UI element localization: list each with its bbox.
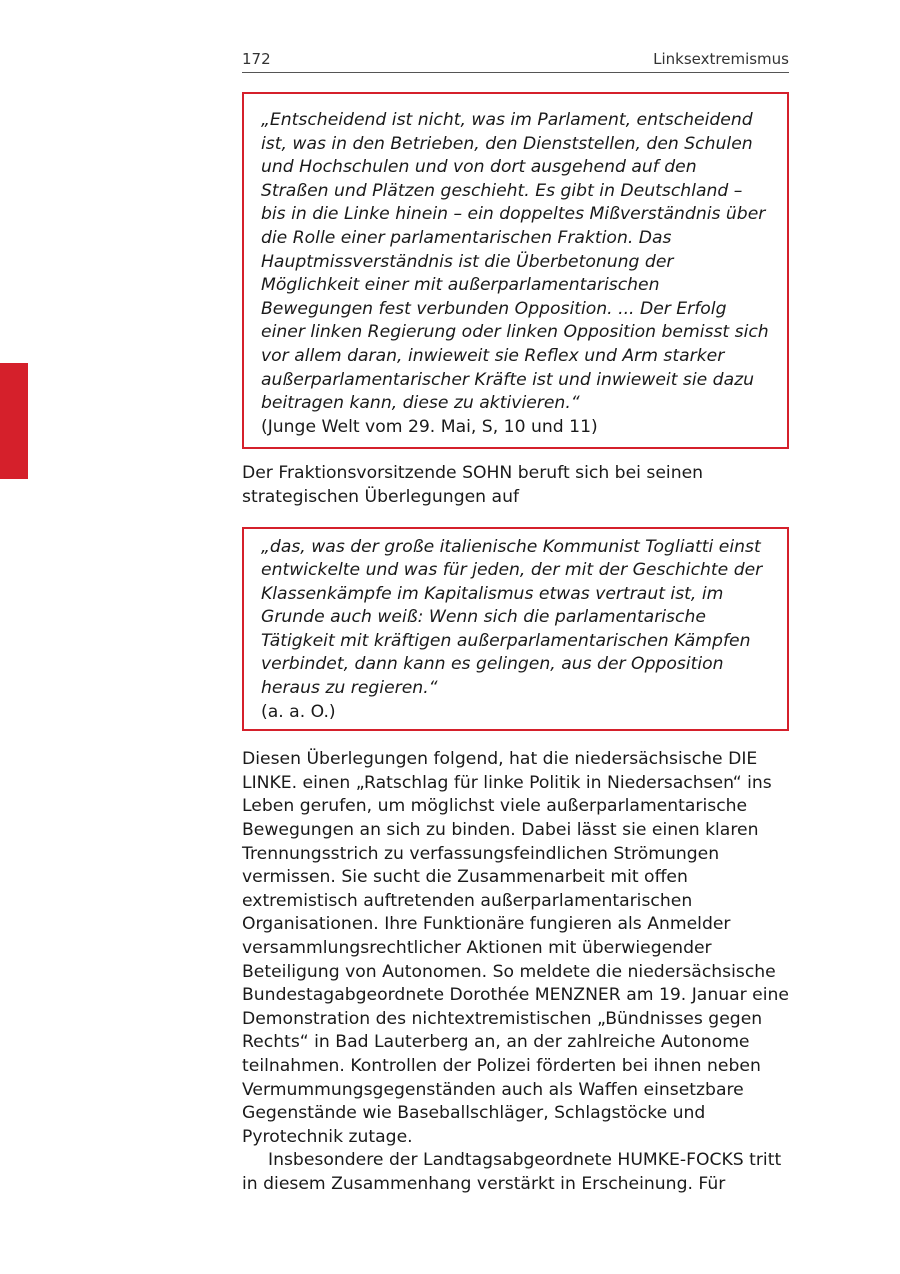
quote-1-text: „Entscheidend ist nicht, was im Parlament, entscheidend ist, was in den Betrieben, den Dienststellen, den Schulen und Hochschulen und von dort ausgehend auf den Straßen und Plätzen geschieht. Es gibt in Deutschland – bis in die Linke hinein – ein doppeltes Mißverständnis über die Rolle einer parlamentarischen Fraktion. Das Hauptmissverständnis ist die Überbetonung der Möglichkeit einer mit außerparlamentarischen Bewegungen fest verbunden Opposition. ... Der Erfolg einer linken Regierung oder linken Opposition bemisst sich vor allem daran, inwieweit sie Reflex und Arm starker außerparlamentarischer Kräfte ist und inwieweit sie dazu beitragen kann, diese zu aktivieren.“ — [261, 110, 769, 414]
quote-2-source: (a. a. O.) — [261, 701, 336, 722]
page-content — [242, 50, 789, 1197]
intro-paragraph: Der Fraktionsvorsitzende SOHN beruft sich bei seinen strategischen Überlegungen auf — [242, 463, 704, 507]
quote-1-source: (Junge Welt vom 29. Mai, S, 10 und 11) — [261, 416, 598, 437]
section-title: Linksextremismus — [653, 50, 789, 68]
quote-box-1 — [242, 92, 789, 449]
page-number: 172 — [242, 50, 271, 68]
quote-2-text: „das, was der große italienische Kommunist Togliatti einst entwickelte und was für jeden, der mit der Geschichte der Klassenkämpfe im Kapitalismus etwas vertraut ist, im Grunde auch weiß: Wenn sich die parlamentarische Tätigkeit mit kräftigen außerparlamentarischen Kämpfen verbindet, dann kann es gelingen, aus der Opposition heraus zu regieren.“ — [261, 536, 763, 699]
body-paragraph-2: Insbesondere der Landtagsabgeordnete HUMKE-FOCKS tritt in diesem Zusammenhang verstärkt in Erscheinung. Für — [242, 1150, 782, 1194]
quote-box-2 — [242, 527, 789, 732]
running-header — [242, 50, 789, 73]
body-paragraph-1: Diesen Überlegungen folgend, hat die niedersächsische DIE LINKE. einen „Ratschlag für linke Politik in Niedersachsen“ ins Leben gerufen, um möglichst viele außerparlamentarische Bewegungen an sich zu binden. Dabei lässt sie einen klaren Trennungsstrich zu verfassungsfeindlichen Strömungen vermissen. Sie sucht die Zusammenarbeit mit offen extremistisch auftretenden außerparlamentarischen Organisationen. Ihre Funktionäre fungieren als Anmelder versammlungsrechtlicher Aktionen mit überwiegender Beteiligung von Autonomen. So meldete die niedersächsische Bundestagabgeordnete Dorothée MENZNER am 19. Januar eine Demonstration des nichtextremistischen „Bündnisses gegen Rechts“ in Bad Lauterberg an, an der zahlreiche Autonome teilnahmen. Kontrollen der Polizei förderten bei ihnen neben Vermummungsgegenständen auch als Waffen einsetzbare Gegenstände wie Baseballschläger, Schlagstöcke und Pyrotechnik zutage. — [242, 749, 790, 1147]
chapter-tab-marker — [0, 363, 28, 479]
